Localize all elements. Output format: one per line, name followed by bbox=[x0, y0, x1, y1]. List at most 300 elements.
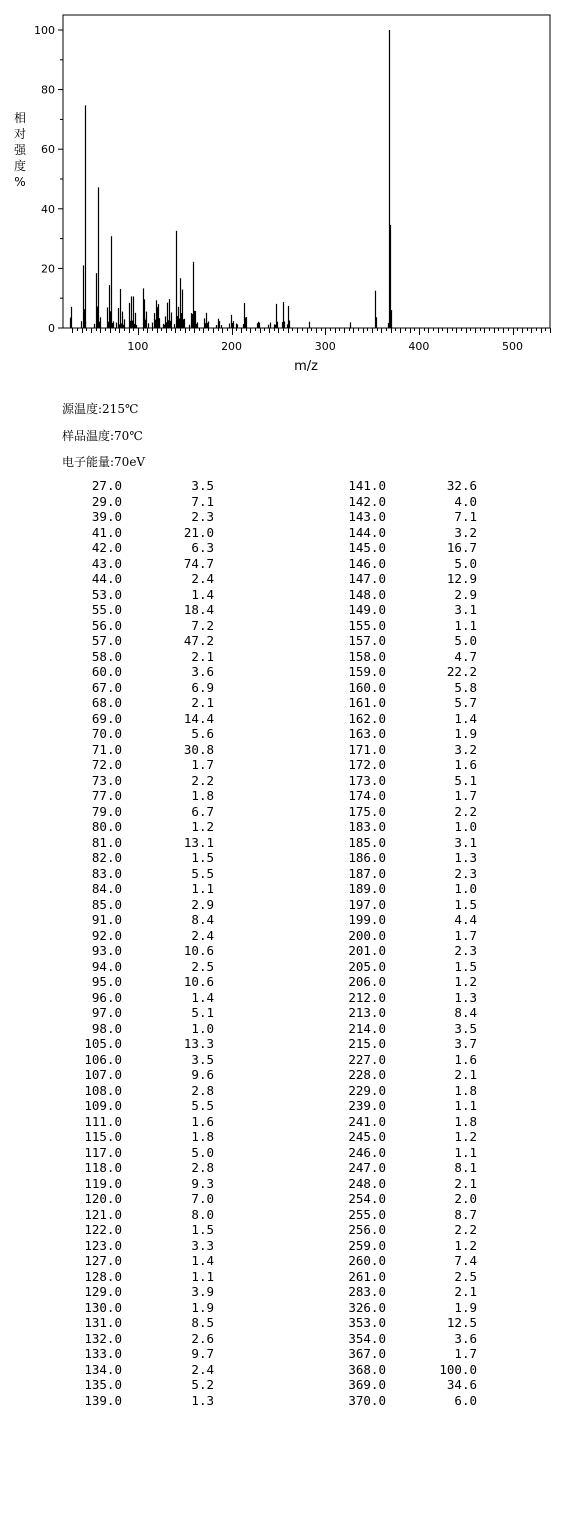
y-axis-label bbox=[14, 110, 27, 189]
peak-abundance: 3.2 bbox=[454, 741, 477, 757]
peak-mz: 95.0 bbox=[91, 974, 122, 989]
peak-mz: 92.0 bbox=[91, 927, 122, 943]
y-tick-label: 80 bbox=[41, 83, 55, 97]
peak-mz: 163.0 bbox=[348, 726, 386, 741]
peak-table-row bbox=[0, 1176, 480, 1192]
peak-mz: 148.0 bbox=[348, 586, 386, 602]
peak-mz: 246.0 bbox=[348, 1144, 386, 1160]
peak-mz: 199.0 bbox=[348, 912, 386, 927]
peak-abundance: 2.0 bbox=[454, 1191, 477, 1206]
peak-abundance: 22.2 bbox=[446, 664, 477, 679]
peak-mz: 254.0 bbox=[348, 1191, 386, 1206]
y-tick-label: 100 bbox=[34, 24, 55, 37]
peak-table-row bbox=[0, 587, 480, 603]
peak-table-row bbox=[0, 726, 480, 742]
peak-abundance: 3.7 bbox=[454, 1036, 477, 1051]
peak-mz: 206.0 bbox=[348, 974, 386, 989]
peak-mz: 130.0 bbox=[84, 1299, 122, 1315]
peak-abundance: 1.2 bbox=[454, 974, 477, 989]
peak-mz: 214.0 bbox=[348, 1020, 386, 1036]
peak-mz: 85.0 bbox=[91, 896, 122, 912]
peak-mz: 97.0 bbox=[91, 1005, 122, 1020]
peak-mz: 183.0 bbox=[348, 819, 386, 834]
peak-mz: 139.0 bbox=[84, 1392, 122, 1408]
peak-mz: 117.0 bbox=[84, 1144, 122, 1160]
peak-abundance: 1.1 bbox=[454, 1098, 477, 1113]
peak-mz: 80.0 bbox=[91, 819, 122, 834]
peak-table-row bbox=[0, 990, 480, 1006]
peak-abundance: 5.2 bbox=[191, 1377, 214, 1392]
peak-mz: 84.0 bbox=[91, 881, 122, 896]
peak-abundance: 7.0 bbox=[191, 1191, 214, 1206]
peak-mz: 189.0 bbox=[348, 881, 386, 896]
peak-mz: 256.0 bbox=[348, 1222, 386, 1237]
peak-mz: 94.0 bbox=[91, 958, 122, 974]
plot-frame bbox=[63, 15, 550, 328]
peak-mz: 77.0 bbox=[91, 788, 122, 803]
peak-table-row bbox=[0, 525, 480, 541]
peak-table-row bbox=[0, 1377, 480, 1393]
peak-table-row bbox=[0, 1005, 480, 1021]
peak-mz: 241.0 bbox=[348, 1113, 386, 1129]
peak-abundance: 3.6 bbox=[454, 1330, 477, 1346]
peak-table-row bbox=[0, 1160, 480, 1176]
peak-mz: 72.0 bbox=[91, 757, 122, 772]
peak-abundance: 2.3 bbox=[454, 865, 477, 881]
peak-mz: 29.0 bbox=[91, 493, 122, 509]
peak-mz: 133.0 bbox=[84, 1346, 122, 1361]
peak-abundance: 12.9 bbox=[446, 571, 477, 586]
y-axis-label-char: 对 bbox=[13, 127, 27, 141]
peak-abundance: 3.2 bbox=[454, 524, 477, 540]
peak-mz: 41.0 bbox=[91, 524, 122, 540]
peak-mz: 119.0 bbox=[84, 1175, 122, 1191]
peak-table-row bbox=[0, 1253, 480, 1269]
peak-mz: 259.0 bbox=[348, 1237, 386, 1253]
electron-energy bbox=[62, 453, 145, 470]
source-temperature bbox=[62, 400, 138, 417]
peak-table-row bbox=[0, 850, 480, 866]
peak-abundance: 5.0 bbox=[191, 1144, 214, 1160]
peak-abundance: 7.1 bbox=[191, 493, 214, 509]
peak-abundance: 8.1 bbox=[454, 1160, 477, 1175]
peak-abundance: 1.1 bbox=[454, 1144, 477, 1160]
peak-abundance: 3.5 bbox=[191, 478, 214, 493]
x-tick-label: 300 bbox=[314, 340, 336, 353]
peak-mz: 173.0 bbox=[348, 772, 386, 788]
peak-abundance: 2.3 bbox=[191, 509, 214, 524]
peak-abundance: 8.0 bbox=[191, 1206, 214, 1222]
peak-table-row bbox=[0, 928, 480, 944]
peak-abundance: 4.7 bbox=[454, 648, 477, 664]
peak-abundance: 13.3 bbox=[183, 1036, 214, 1051]
peak-mz: 69.0 bbox=[91, 710, 122, 726]
peak-abundance: 1.1 bbox=[454, 617, 477, 633]
peak-mz: 71.0 bbox=[91, 741, 122, 757]
peak-abundance: 5.0 bbox=[454, 555, 477, 571]
peak-abundance: 5.8 bbox=[454, 679, 477, 695]
peak-abundance: 3.9 bbox=[191, 1284, 214, 1299]
peak-abundance: 2.3 bbox=[454, 943, 477, 958]
peak-abundance: 1.6 bbox=[454, 1051, 477, 1067]
peak-table-row bbox=[0, 788, 480, 804]
peak-abundance: 10.6 bbox=[183, 943, 214, 958]
peak-abundance: 3.5 bbox=[454, 1020, 477, 1036]
peak-mz: 369.0 bbox=[348, 1377, 386, 1392]
peak-mz: 67.0 bbox=[91, 679, 122, 695]
y-axis-ticks bbox=[34, 24, 63, 335]
peak-abundance: 1.5 bbox=[191, 850, 214, 865]
peak-mz: 115.0 bbox=[84, 1129, 122, 1144]
peak-abundance: 1.8 bbox=[191, 788, 214, 803]
peak-mz: 172.0 bbox=[348, 757, 386, 772]
peak-table-row bbox=[0, 1393, 480, 1409]
peak-abundance: 8.7 bbox=[454, 1206, 477, 1222]
peak-abundance: 2.4 bbox=[191, 571, 214, 586]
peak-mz: 68.0 bbox=[91, 695, 122, 710]
peak-mz: 81.0 bbox=[91, 834, 122, 850]
peak-abundance: 8.5 bbox=[191, 1315, 214, 1330]
peak-table-row bbox=[0, 680, 480, 696]
peak-abundance: 2.6 bbox=[191, 1330, 214, 1346]
peak-abundance: 1.3 bbox=[454, 850, 477, 865]
peak-abundance: 1.8 bbox=[191, 1129, 214, 1144]
peak-mz: 108.0 bbox=[84, 1082, 122, 1098]
peak-abundance: 1.9 bbox=[454, 726, 477, 741]
y-tick-label: 40 bbox=[41, 202, 55, 216]
peak-mz: 129.0 bbox=[84, 1284, 122, 1299]
peak-mz: 229.0 bbox=[348, 1082, 386, 1098]
peak-abundance: 1.3 bbox=[454, 989, 477, 1005]
peak-table-row bbox=[0, 835, 480, 851]
peak-mz: 39.0 bbox=[91, 509, 122, 524]
peak-mz: 212.0 bbox=[348, 989, 386, 1005]
peak-abundance: 1.9 bbox=[191, 1299, 214, 1315]
y-axis-label-char: 相 bbox=[13, 111, 27, 125]
peak-mz: 160.0 bbox=[348, 679, 386, 695]
sample-temperature bbox=[62, 427, 143, 444]
peak-mz: 205.0 bbox=[348, 958, 386, 974]
peak-table-row bbox=[0, 1114, 480, 1130]
peak-abundance: 5.1 bbox=[454, 772, 477, 788]
peak-abundance: 1.4 bbox=[191, 1253, 214, 1268]
peak-table-right-column bbox=[0, 478, 480, 1408]
peak-mz: 60.0 bbox=[91, 664, 122, 679]
peak-mz: 111.0 bbox=[84, 1113, 122, 1129]
peak-mz: 122.0 bbox=[84, 1222, 122, 1237]
peak-mz: 200.0 bbox=[348, 927, 386, 943]
peak-abundance: 1.6 bbox=[191, 1113, 214, 1129]
peak-abundance: 1.6 bbox=[454, 757, 477, 772]
peak-mz: 131.0 bbox=[84, 1315, 122, 1330]
peak-abundance: 3.6 bbox=[191, 664, 214, 679]
peak-mz: 261.0 bbox=[348, 1268, 386, 1284]
peak-mz: 370.0 bbox=[348, 1392, 386, 1408]
peak-mz: 353.0 bbox=[348, 1315, 386, 1330]
x-tick-label: 100 bbox=[127, 340, 149, 353]
y-tick-label: 0 bbox=[48, 322, 55, 335]
peak-abundance: 2.1 bbox=[191, 648, 214, 664]
spectrum-peaks bbox=[71, 30, 392, 328]
peak-abundance: 9.6 bbox=[191, 1067, 214, 1082]
peak-table-row bbox=[0, 1129, 480, 1145]
source-temperature-label: 源温度: bbox=[62, 402, 103, 416]
peak-mz: 27.0 bbox=[91, 478, 122, 493]
peak-mz: 107.0 bbox=[84, 1067, 122, 1082]
peak-mz: 144.0 bbox=[348, 524, 386, 540]
peak-abundance: 1.4 bbox=[191, 989, 214, 1005]
peak-abundance: 2.1 bbox=[454, 1175, 477, 1191]
peak-mz: 146.0 bbox=[348, 555, 386, 571]
peak-table-row bbox=[0, 943, 480, 959]
peak-mz: 73.0 bbox=[91, 772, 122, 788]
peak-mz: 141.0 bbox=[348, 478, 386, 493]
peak-abundance: 2.4 bbox=[191, 927, 214, 943]
peak-mz: 118.0 bbox=[84, 1160, 122, 1175]
peak-table-row bbox=[0, 1067, 480, 1083]
electron-energy-value: 70eV bbox=[114, 455, 146, 469]
x-tick-label: 500 bbox=[502, 340, 524, 353]
peak-mz: 171.0 bbox=[348, 741, 386, 757]
peak-mz: 228.0 bbox=[348, 1067, 386, 1082]
peak-mz: 368.0 bbox=[348, 1361, 386, 1377]
peak-abundance: 1.7 bbox=[454, 1346, 477, 1361]
peak-table-row bbox=[0, 1036, 480, 1052]
peak-table-row bbox=[0, 1238, 480, 1254]
peak-table-row bbox=[0, 649, 480, 665]
peak-mz: 255.0 bbox=[348, 1206, 386, 1222]
peak-abundance: 100.0 bbox=[439, 1361, 477, 1377]
y-tick-label: 20 bbox=[41, 262, 55, 276]
peak-mz: 132.0 bbox=[84, 1330, 122, 1346]
peak-mz: 98.0 bbox=[91, 1020, 122, 1036]
peak-mz: 42.0 bbox=[91, 540, 122, 555]
peak-mz: 175.0 bbox=[348, 803, 386, 819]
peak-table-row bbox=[0, 509, 480, 525]
peak-mz: 134.0 bbox=[84, 1361, 122, 1377]
peak-mz: 53.0 bbox=[91, 586, 122, 602]
peak-abundance: 30.8 bbox=[183, 741, 214, 757]
peak-mz: 123.0 bbox=[84, 1237, 122, 1253]
peak-abundance: 1.7 bbox=[454, 788, 477, 803]
peak-mz: 145.0 bbox=[348, 540, 386, 555]
peak-mz: 58.0 bbox=[91, 648, 122, 664]
peak-abundance: 2.1 bbox=[454, 1284, 477, 1299]
peak-mz: 149.0 bbox=[348, 602, 386, 617]
peak-abundance: 1.2 bbox=[454, 1237, 477, 1253]
peak-mz: 56.0 bbox=[91, 617, 122, 633]
peak-table-row bbox=[0, 959, 480, 975]
peak-abundance: 1.5 bbox=[454, 896, 477, 912]
peak-mz: 215.0 bbox=[348, 1036, 386, 1051]
peak-mz: 44.0 bbox=[91, 571, 122, 586]
peak-mz: 96.0 bbox=[91, 989, 122, 1005]
peak-mz: 105.0 bbox=[84, 1036, 122, 1051]
sample-temperature-label: 样品温度: bbox=[62, 429, 115, 443]
peak-abundance: 2.8 bbox=[191, 1082, 214, 1098]
peak-mz: 91.0 bbox=[91, 912, 122, 927]
peak-table-row bbox=[0, 1098, 480, 1114]
peak-abundance: 1.5 bbox=[191, 1222, 214, 1237]
peak-table-row bbox=[0, 866, 480, 882]
peak-table-row bbox=[0, 1331, 480, 1347]
y-axis-label-char: % bbox=[14, 175, 26, 189]
peak-table-row bbox=[0, 773, 480, 789]
peak-mz: 213.0 bbox=[348, 1005, 386, 1020]
peak-table-row bbox=[0, 1191, 480, 1207]
peak-abundance: 2.8 bbox=[191, 1160, 214, 1175]
peak-mz: 354.0 bbox=[348, 1330, 386, 1346]
peak-abundance: 5.0 bbox=[454, 633, 477, 648]
peak-table-row bbox=[0, 1346, 480, 1362]
peak-abundance: 1.3 bbox=[191, 1392, 214, 1408]
peak-abundance: 6.7 bbox=[191, 803, 214, 819]
peak-table-row bbox=[0, 571, 480, 587]
peak-mz: 43.0 bbox=[91, 555, 122, 571]
peak-abundance: 7.2 bbox=[191, 617, 214, 633]
peak-abundance: 1.1 bbox=[191, 1268, 214, 1284]
peak-abundance: 32.6 bbox=[446, 478, 477, 493]
peak-abundance: 2.2 bbox=[191, 772, 214, 788]
peak-table-row bbox=[0, 711, 480, 727]
peak-mz: 247.0 bbox=[348, 1160, 386, 1175]
peak-mz: 248.0 bbox=[348, 1175, 386, 1191]
peak-mz: 326.0 bbox=[348, 1299, 386, 1315]
peak-abundance: 1.4 bbox=[454, 710, 477, 726]
peak-table-row bbox=[0, 540, 480, 556]
peak-abundance: 2.5 bbox=[454, 1268, 477, 1284]
peak-mz: 187.0 bbox=[348, 865, 386, 881]
peak-mz: 121.0 bbox=[84, 1206, 122, 1222]
peak-mz: 155.0 bbox=[348, 617, 386, 633]
x-tick-label: 400 bbox=[408, 340, 430, 353]
peak-abundance: 5.7 bbox=[454, 695, 477, 710]
peak-abundance: 2.4 bbox=[191, 1361, 214, 1377]
peak-mz: 106.0 bbox=[84, 1051, 122, 1067]
peak-mz: 79.0 bbox=[91, 803, 122, 819]
peak-table-row bbox=[0, 1021, 480, 1037]
peak-mz: 227.0 bbox=[348, 1051, 386, 1067]
peak-table-row bbox=[0, 897, 480, 913]
peak-abundance: 18.4 bbox=[183, 602, 214, 617]
peak-abundance: 1.4 bbox=[191, 586, 214, 602]
peak-table-row bbox=[0, 1362, 480, 1378]
source-temperature-value: 215℃ bbox=[102, 402, 139, 416]
electron-energy-label: 电子能量: bbox=[62, 455, 115, 469]
peak-abundance: 4.4 bbox=[454, 912, 477, 927]
peak-mz: 82.0 bbox=[91, 850, 122, 865]
peak-abundance: 1.5 bbox=[454, 958, 477, 974]
peak-mz: 109.0 bbox=[84, 1098, 122, 1113]
peak-mz: 57.0 bbox=[91, 633, 122, 648]
peak-table-row bbox=[0, 1269, 480, 1285]
peak-mz: 367.0 bbox=[348, 1346, 386, 1361]
peak-mz: 120.0 bbox=[84, 1191, 122, 1206]
peak-abundance: 2.1 bbox=[454, 1067, 477, 1082]
peak-abundance: 3.5 bbox=[191, 1051, 214, 1067]
peak-table-row bbox=[0, 1284, 480, 1300]
peak-abundance: 7.1 bbox=[454, 509, 477, 524]
peak-abundance: 5.5 bbox=[191, 1098, 214, 1113]
peak-table-row bbox=[0, 618, 480, 634]
peak-abundance: 1.0 bbox=[191, 1020, 214, 1036]
peak-mz: 245.0 bbox=[348, 1129, 386, 1144]
peak-abundance: 2.9 bbox=[191, 896, 214, 912]
peak-mz: 185.0 bbox=[348, 834, 386, 850]
peak-mz: 93.0 bbox=[91, 943, 122, 958]
peak-abundance: 1.7 bbox=[191, 757, 214, 772]
peak-mz: 201.0 bbox=[348, 943, 386, 958]
x-axis-label: m/z bbox=[294, 359, 318, 374]
peak-mz: 147.0 bbox=[348, 571, 386, 586]
peak-mz: 161.0 bbox=[348, 695, 386, 710]
peak-table-row bbox=[0, 1222, 480, 1238]
x-axis-ticks bbox=[73, 328, 551, 353]
peak-abundance: 1.8 bbox=[454, 1113, 477, 1129]
peak-abundance: 1.8 bbox=[454, 1082, 477, 1098]
peak-table-row bbox=[0, 1052, 480, 1068]
peak-table-row bbox=[0, 602, 480, 618]
peak-mz: 55.0 bbox=[91, 602, 122, 617]
peak-abundance: 3.3 bbox=[191, 1237, 214, 1253]
y-axis-label-char: 度 bbox=[13, 159, 27, 173]
peak-table-row bbox=[0, 974, 480, 990]
peak-abundance: 3.1 bbox=[454, 602, 477, 617]
peak-table-row bbox=[0, 1145, 480, 1161]
peak-table-row bbox=[0, 633, 480, 649]
peak-abundance: 1.9 bbox=[454, 1299, 477, 1315]
peak-table-row bbox=[0, 494, 480, 510]
peak-mz: 159.0 bbox=[348, 664, 386, 679]
peak-abundance: 16.7 bbox=[446, 540, 477, 555]
peak-mz: 157.0 bbox=[348, 633, 386, 648]
peak-table-row bbox=[0, 695, 480, 711]
peak-abundance: 9.7 bbox=[191, 1346, 214, 1361]
peak-mz: 283.0 bbox=[348, 1284, 386, 1299]
peak-mz: 174.0 bbox=[348, 788, 386, 803]
peak-abundance: 1.2 bbox=[191, 819, 214, 834]
y-tick-label: 60 bbox=[41, 143, 55, 157]
peak-mz: 127.0 bbox=[84, 1253, 122, 1268]
peak-mz: 239.0 bbox=[348, 1098, 386, 1113]
peak-abundance: 2.2 bbox=[454, 803, 477, 819]
peak-abundance: 4.0 bbox=[454, 493, 477, 509]
peak-abundance: 1.0 bbox=[454, 881, 477, 896]
peak-abundance: 1.0 bbox=[454, 819, 477, 834]
peak-abundance: 14.4 bbox=[183, 710, 214, 726]
peak-table-row bbox=[0, 1300, 480, 1316]
peak-mz: 83.0 bbox=[91, 865, 122, 881]
peak-abundance: 6.0 bbox=[454, 1392, 477, 1408]
peak-mz: 158.0 bbox=[348, 648, 386, 664]
peak-abundance: 2.9 bbox=[454, 586, 477, 602]
y-axis-label-char: 强 bbox=[13, 143, 27, 157]
peak-abundance: 12.5 bbox=[446, 1315, 477, 1330]
peak-abundance: 1.1 bbox=[191, 881, 214, 896]
peak-table-row bbox=[0, 478, 480, 494]
peak-table-row bbox=[0, 742, 480, 758]
peak-abundance: 34.6 bbox=[446, 1377, 477, 1392]
peak-mz: 186.0 bbox=[348, 850, 386, 865]
peak-abundance: 1.7 bbox=[454, 927, 477, 943]
peak-abundance: 5.1 bbox=[191, 1005, 214, 1020]
peak-abundance: 1.2 bbox=[454, 1129, 477, 1144]
peak-table-row bbox=[0, 881, 480, 897]
peak-table-row bbox=[0, 556, 480, 572]
peak-mz: 143.0 bbox=[348, 509, 386, 524]
peak-abundance: 8.4 bbox=[454, 1005, 477, 1020]
peak-abundance: 6.9 bbox=[191, 679, 214, 695]
